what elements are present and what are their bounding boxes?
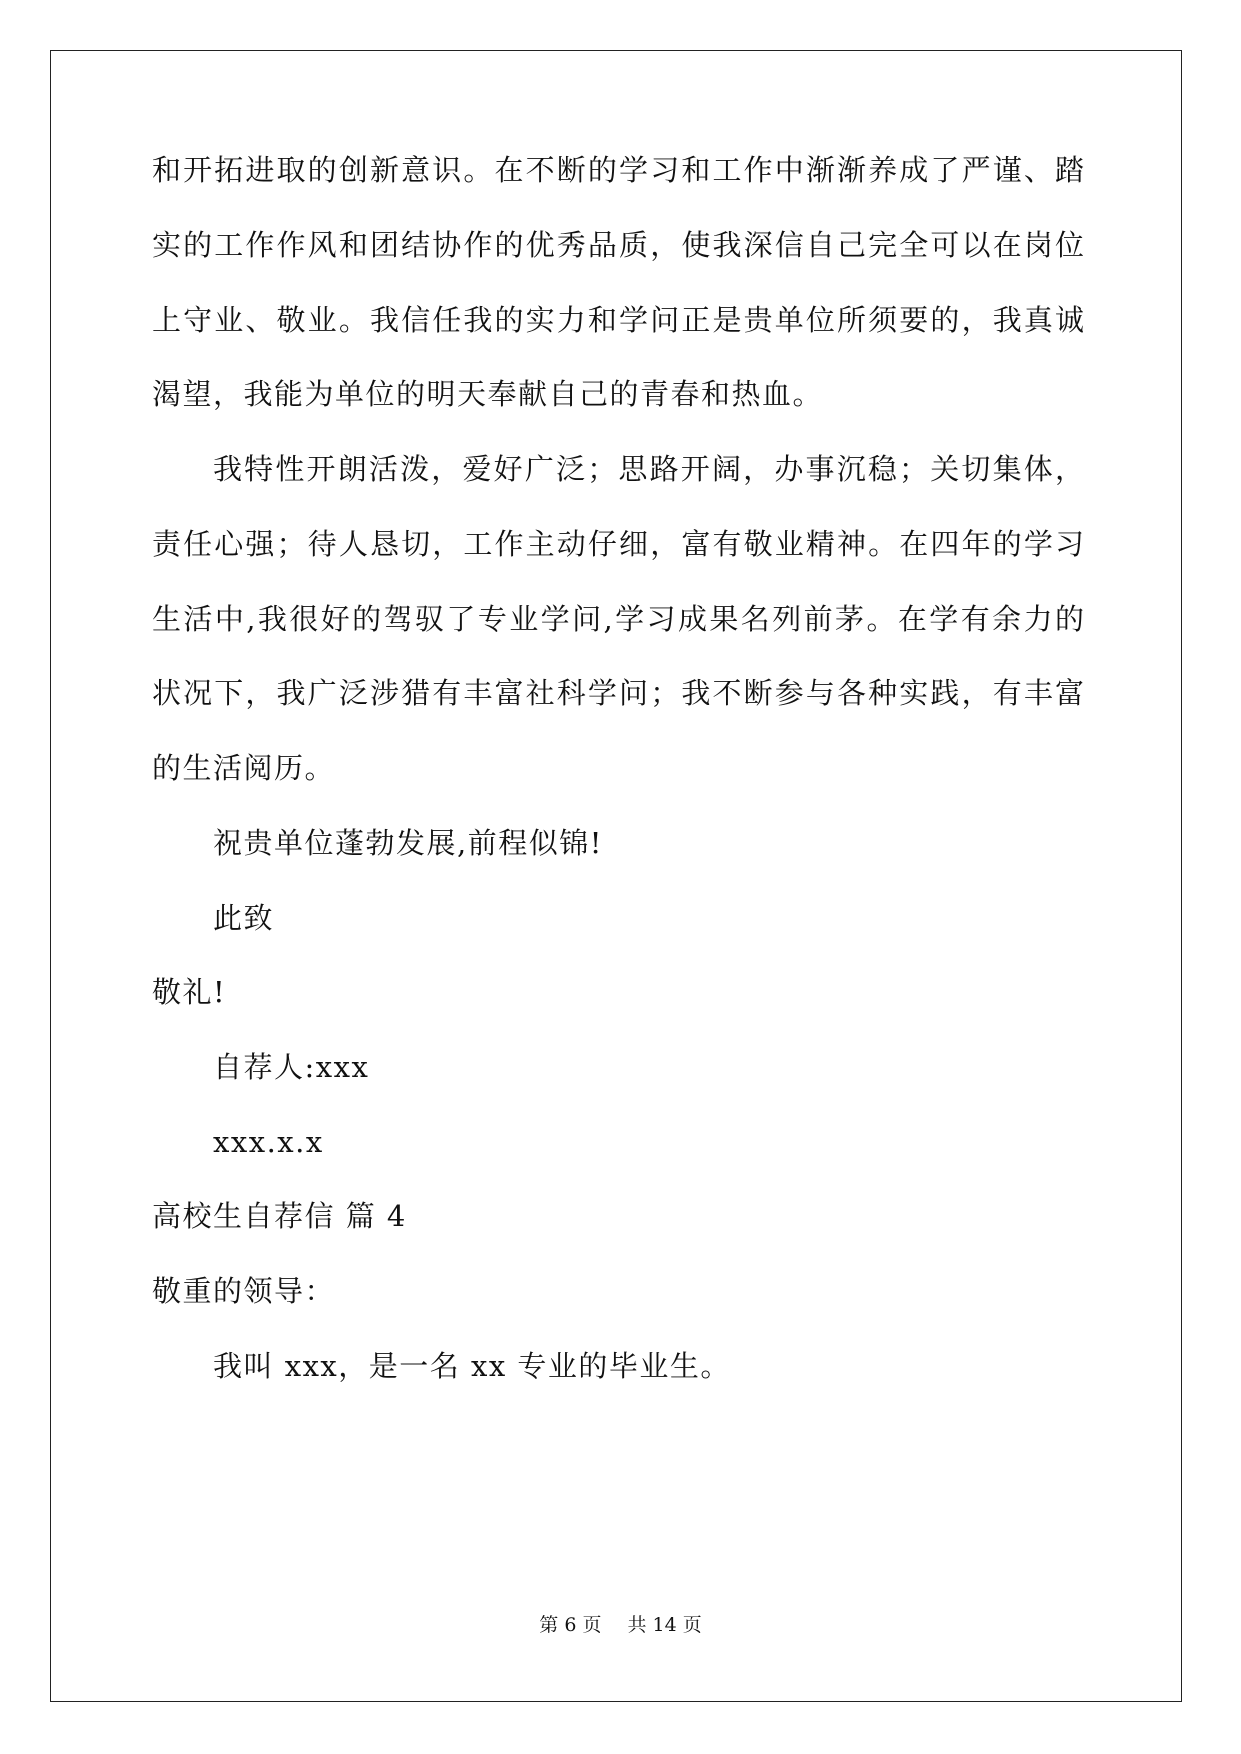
body-text-line: 我特性开朗活泼，爱好广泛；思路开阔，办事沉稳；关切集体， <box>213 452 1084 486</box>
salutation: 敬重的领导： <box>152 1274 336 1308</box>
body-text-line: 上守业、敬业。我信任我的实力和学问正是贵单位所须要的，我真诚 <box>152 303 1084 337</box>
closing-jingli: 敬礼! <box>152 975 227 1009</box>
section-title: 高校生自荐信 篇 4 <box>152 1199 407 1233</box>
total-pages: 共 14 页 <box>627 1614 702 1636</box>
intro-text: 我叫 xxx，是一名 xx 专业的毕业生。 <box>213 1349 731 1383</box>
body-text-line: 责任心强；待人恳切，工作主动仔细，富有敬业精神。在四年的学习 <box>152 527 1084 561</box>
body-text-line: 生活中,我很好的驾驭了专业学问,学习成果名列前茅。在学有余力的 <box>152 602 1084 636</box>
page-footer <box>0 1613 1241 1637</box>
body-text-line: 渴望，我能为单位的明天奉献自己的青春和热血。 <box>152 377 824 411</box>
body-text-line: 实的工作作风和团结协作的优秀品质，使我深信自己完全可以在岗位 <box>152 228 1084 262</box>
closing-wish: 祝贵单位蓬勃发展,前程似锦! <box>213 826 603 860</box>
body-text-line: 和开拓进取的创新意识。在不断的学习和工作中渐渐养成了严谨、踏 <box>152 153 1084 187</box>
signer-name: 自荐人:xxx <box>213 1050 370 1084</box>
closing-cizhi: 此致 <box>213 901 275 935</box>
page-number: 第 6 页 <box>539 1614 602 1636</box>
body-text-line: 状况下，我广泛涉猎有丰富社科学问；我不断参与各种实践，有丰富 <box>152 676 1084 710</box>
page-border <box>50 50 1182 1702</box>
body-text-line: 的生活阅历。 <box>152 751 336 785</box>
signature-date: xxx.x.x <box>213 1125 324 1159</box>
